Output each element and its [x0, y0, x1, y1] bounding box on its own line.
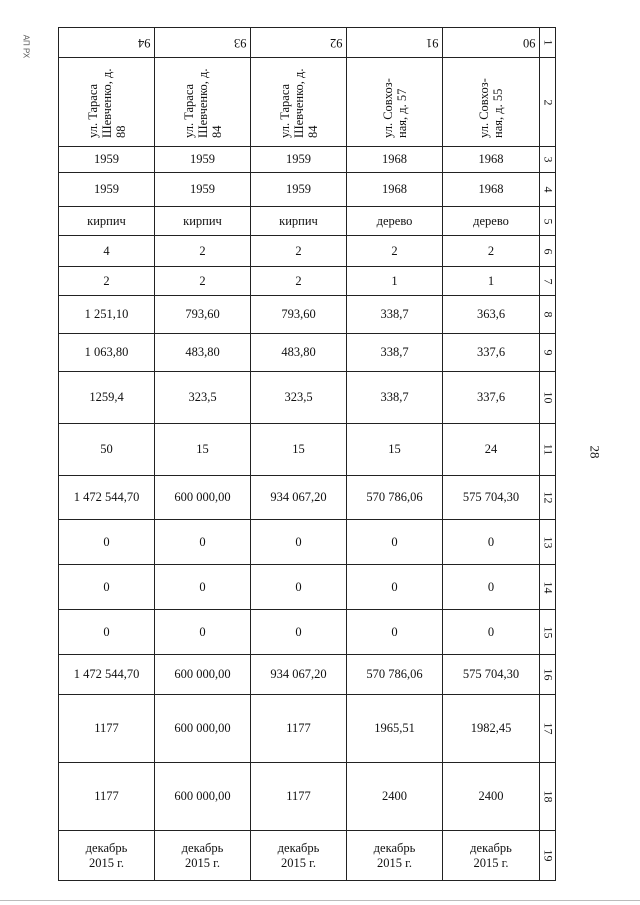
table-cell: 1968 — [443, 173, 540, 207]
table-cell: 24 — [443, 424, 540, 476]
table-row — [59, 236, 556, 267]
table-cell: 1965,51 — [347, 695, 443, 763]
table-cell: 1982,45 — [443, 695, 540, 763]
page-edge-line — [0, 900, 640, 901]
page-number: 28 — [587, 445, 603, 459]
row-number-cell: 3 — [540, 147, 556, 173]
table-cell: 0 — [251, 565, 347, 610]
table-cell: 1968 — [347, 147, 443, 173]
date-line: 2015 г. — [89, 855, 124, 870]
table-row — [59, 831, 556, 881]
table-cell: 2 — [251, 267, 347, 296]
table-cell: 0 — [155, 610, 251, 655]
table-cell: 338,7 — [347, 372, 443, 424]
table-cell: 2 — [251, 236, 347, 267]
table-cell: 1 472 544,70 — [59, 655, 155, 695]
table-row — [59, 147, 556, 173]
row-number-cell: 8 — [540, 296, 556, 334]
table-cell: 15 — [347, 424, 443, 476]
table-cell: 600 000,00 — [155, 476, 251, 520]
table-cell: 2 — [347, 236, 443, 267]
date-cell — [155, 831, 251, 881]
table-cell: 363,6 — [443, 296, 540, 334]
table-cell: 15 — [251, 424, 347, 476]
date-line: декабрь — [181, 840, 224, 855]
table-cell: дерево — [443, 207, 540, 236]
table-cell: 600 000,00 — [155, 695, 251, 763]
table-cell: 1 — [443, 267, 540, 296]
address-cell: ул. Совхоз-ная, д. 55 — [443, 58, 540, 147]
table-cell: 570 786,06 — [347, 655, 443, 695]
table-cell: 0 — [59, 610, 155, 655]
table-row — [59, 655, 556, 695]
table-cell: 570 786,06 — [347, 476, 443, 520]
row-number-cell: 4 — [540, 173, 556, 207]
table-cell: 1959 — [155, 147, 251, 173]
table-cell: 793,60 — [155, 296, 251, 334]
table-cell: 600 000,00 — [155, 763, 251, 831]
row-number-cell: 19 — [540, 831, 556, 881]
table-cell: 1959 — [59, 147, 155, 173]
address-cell: ул. Тараса Шевченко, д. 88 — [59, 58, 155, 147]
table-cell: 1177 — [251, 763, 347, 831]
table-cell: 2400 — [443, 763, 540, 831]
table-cell: 1959 — [155, 173, 251, 207]
row-number-cell: 18 — [540, 763, 556, 831]
table-cell: 4 — [59, 236, 155, 267]
table-cell: 600 000,00 — [155, 655, 251, 695]
table-cell: 1177 — [59, 695, 155, 763]
column-number-cell: 93 — [155, 28, 251, 58]
table-cell: 0 — [347, 565, 443, 610]
row-number-cell: 13 — [540, 520, 556, 565]
register-table — [58, 27, 556, 881]
table-cell: 1959 — [251, 147, 347, 173]
date-line: 2015 г. — [281, 855, 316, 870]
table-cell: 575 704,30 — [443, 476, 540, 520]
table-cell: 50 — [59, 424, 155, 476]
row-number-cell: 10 — [540, 372, 556, 424]
table-cell: 0 — [155, 565, 251, 610]
table-cell: 1968 — [443, 147, 540, 173]
row-number-cell: 7 — [540, 267, 556, 296]
row-number-cell: 12 — [540, 476, 556, 520]
address-cell: ул. Совхоз-ная, д. 57 — [347, 58, 443, 147]
table-cell: 934 067,20 — [251, 476, 347, 520]
table-row — [59, 520, 556, 565]
table-cell: 1 251,10 — [59, 296, 155, 334]
column-number-cell: 92 — [251, 28, 347, 58]
table-cell: 0 — [443, 565, 540, 610]
date-cell — [443, 831, 540, 881]
table-cell: 1177 — [59, 763, 155, 831]
table-cell: 934 067,20 — [251, 655, 347, 695]
table-cell: 483,80 — [155, 334, 251, 372]
archive-stamp: АП РХ — [21, 34, 31, 59]
table-cell: 0 — [251, 610, 347, 655]
table-cell: 1968 — [347, 173, 443, 207]
table-cell: 0 — [347, 520, 443, 565]
table-cell: 2 — [443, 236, 540, 267]
row-number-cell: 15 — [540, 610, 556, 655]
row-number-cell: 6 — [540, 236, 556, 267]
table-cell: 0 — [347, 610, 443, 655]
date-line: декабрь — [85, 840, 128, 855]
table-row — [59, 476, 556, 520]
table-cell: 2400 — [347, 763, 443, 831]
table-cell: 1959 — [251, 173, 347, 207]
table-cell: 323,5 — [155, 372, 251, 424]
table-cell: 483,80 — [251, 334, 347, 372]
table-cell: 15 — [155, 424, 251, 476]
date-line: 2015 г. — [377, 855, 412, 870]
table-cell: 0 — [251, 520, 347, 565]
column-number-cell: 90 — [443, 28, 540, 58]
date-cell — [347, 831, 443, 881]
table-cell: 338,7 — [347, 334, 443, 372]
row-number-cell: 11 — [540, 424, 556, 476]
table-cell: 0 — [59, 565, 155, 610]
date-cell — [59, 831, 155, 881]
table-row — [59, 58, 556, 147]
table-cell: дерево — [347, 207, 443, 236]
column-number-cell: 91 — [347, 28, 443, 58]
row-number-cell: 17 — [540, 695, 556, 763]
table-cell: 2 — [59, 267, 155, 296]
table-row — [59, 334, 556, 372]
date-line: 2015 г. — [473, 855, 509, 870]
table-cell: 337,6 — [443, 334, 540, 372]
table-cell: 1959 — [59, 173, 155, 207]
date-line: 2015 г. — [185, 855, 220, 870]
table-cell: 0 — [59, 520, 155, 565]
address-cell: ул. Тараса Шевченко, д. 84 — [251, 58, 347, 147]
table-cell: 0 — [155, 520, 251, 565]
table-cell: 337,6 — [443, 372, 540, 424]
table-cell: 1177 — [251, 695, 347, 763]
row-number-cell: 5 — [540, 207, 556, 236]
date-line: декабрь — [277, 840, 320, 855]
table-row — [59, 424, 556, 476]
table-cell: 0 — [443, 520, 540, 565]
table-cell: 338,7 — [347, 296, 443, 334]
table-cell: кирпич — [251, 207, 347, 236]
table-row — [59, 610, 556, 655]
table-cell: 793,60 — [251, 296, 347, 334]
table-cell: 575 704,30 — [443, 655, 540, 695]
date-cell — [251, 831, 347, 881]
table-row — [59, 695, 556, 763]
table-cell: 2 — [155, 267, 251, 296]
table-cell: кирпич — [59, 207, 155, 236]
row-number-cell: 16 — [540, 655, 556, 695]
column-number-cell: 94 — [59, 28, 155, 58]
table-row — [59, 173, 556, 207]
table-row — [59, 267, 556, 296]
table-cell: 2 — [155, 236, 251, 267]
table-cell: кирпич — [155, 207, 251, 236]
table-cell: 1 472 544,70 — [59, 476, 155, 520]
row-number-cell: 14 — [540, 565, 556, 610]
table-row — [59, 565, 556, 610]
table-row — [59, 207, 556, 236]
row-number-cell: 2 — [540, 58, 556, 147]
table-row — [59, 296, 556, 334]
address-cell: ул. Тараса Шевченко, д. 84 — [155, 58, 251, 147]
table-row — [59, 28, 556, 58]
table-cell: 1 063,80 — [59, 334, 155, 372]
table-row — [59, 763, 556, 831]
date-line: декабрь — [470, 840, 512, 855]
table-row — [59, 372, 556, 424]
date-line: декабрь — [373, 840, 416, 855]
row-number-cell: 1 — [540, 28, 556, 58]
table-cell: 1259,4 — [59, 372, 155, 424]
table-cell: 0 — [443, 610, 540, 655]
table-cell: 323,5 — [251, 372, 347, 424]
row-number-cell: 9 — [540, 334, 556, 372]
table-cell: 1 — [347, 267, 443, 296]
